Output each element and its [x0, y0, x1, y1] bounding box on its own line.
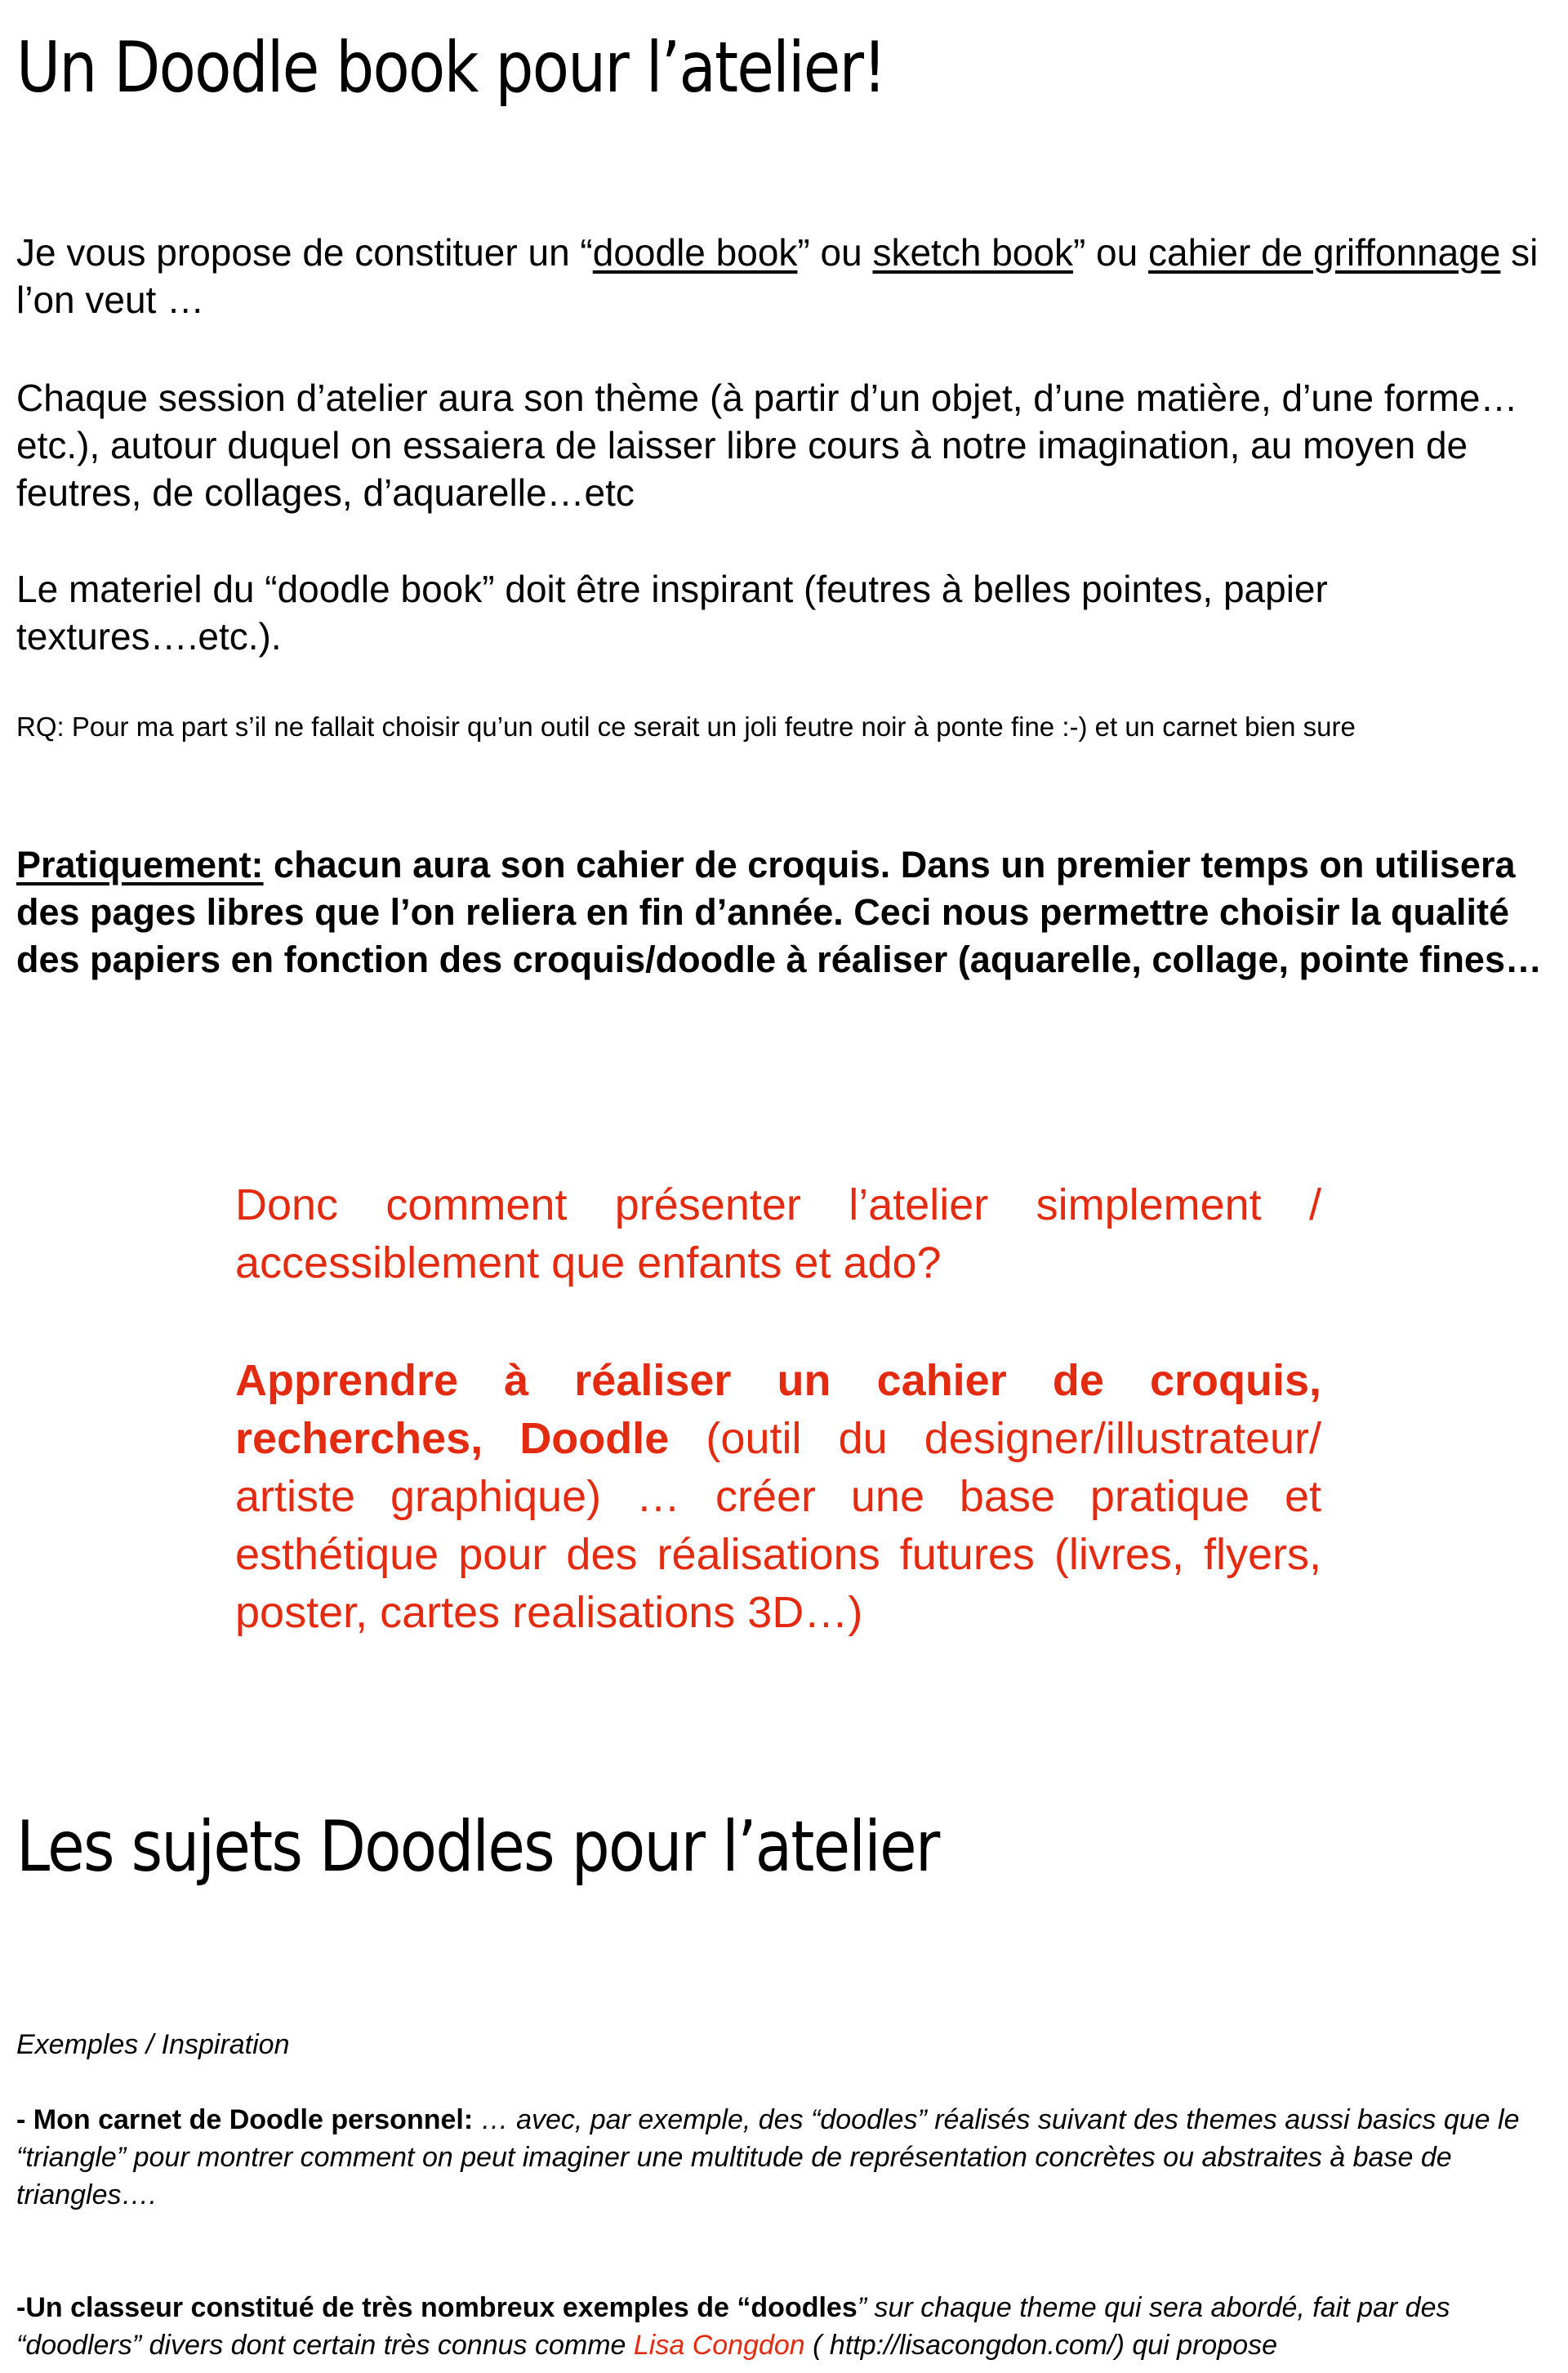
intro-text-1: Je vous propose de constituer un “ [16, 231, 593, 274]
doodle-book-term: doodle book [592, 231, 798, 274]
session-paragraph: Chaque session d’atelier aura son thème (à partir d’un objet, d’une matière, d’une forme…etc.), autour duquel on essaiera de laisser libre cours à notre imagination, au moyen de feutres, de collages, d’aquarelle…etc [16, 377, 1518, 514]
intro-text-4: si l’on veut … [16, 231, 1539, 321]
exemples-heading: Exemples / Inspiration [16, 2029, 290, 2060]
pratique-paragraph [16, 841, 1552, 984]
pratique-label: Pratiquement: [16, 844, 264, 885]
apprendre-bold: Apprendre à réaliser un cahier de croquis, recherches, Doodle [235, 1356, 1321, 1463]
intro-text-2: ” ou [797, 231, 873, 274]
section-title: Les sujets Doodles pour l’atelier [16, 1806, 939, 1888]
classeur-text-end: ( http://lisacongdon.com/) qui propose [804, 2330, 1278, 2361]
classeur-bold: -Un classeur constitué de très nombreux exemples de “doodles [16, 2292, 858, 2323]
classeur-paragraph [16, 2289, 1552, 2364]
question-paragraph: Donc comment présenter l’atelier simplement / accessiblement que enfants et ado? [235, 1180, 1321, 1287]
materiel-paragraph: Le materiel du “doodle book” doit être inspirant (feutres à belles pointes, papier textures….etc.). [16, 568, 1328, 658]
carnet-text: … avec, par exemple, des “doodles” réalisés suivant des themes aussi basics que le “triangle” pour montrer comment on peut imaginer une multitude de représentation concrètes ou abstraites à base de triangles…. [16, 2104, 1520, 2210]
sketch-book-term: sketch book [872, 231, 1073, 274]
intro-paragraph [16, 229, 1552, 323]
apprendre-text: (outil du designer/illustrateur/ artiste graphique) … créer une base pratique et esthétique pour des réalisations futures (livres, flyers, poster, cartes realisations 3D…) [235, 1414, 1322, 1637]
apprendre-paragraph [235, 1352, 1321, 1642]
carnet-paragraph [16, 2101, 1552, 2214]
rq-note: RQ: Pour ma part s’il ne fallait choisir qu’un outil ce serait un joli feutre noir à ponte fine :-) et un carnet bien sure [16, 711, 1356, 742]
classeur-text: ” sur chaque theme qui sera abordé, fait par des “doodlers” divers dont certain très connus comme [16, 2292, 1450, 2361]
pratique-text: chacun aura son cahier de croquis. Dans un premier temps on utilisera des pages libres que l’on reliera en fin d’année. Ceci nous permettre choisir la qualité des papiers en fonction des croquis/doodle à réaliser (aquarelle, collage, pointe fines… [16, 844, 1542, 980]
carnet-bold: - Mon carnet de Doodle personnel: [16, 2104, 474, 2135]
lisa-congdon-link[interactable]: Lisa Congdon [633, 2330, 805, 2361]
page-title: Un Doodle book pour l’atelier! [16, 27, 886, 109]
cahier-term: cahier de griffonnage [1148, 231, 1501, 274]
intro-text-3: ” ou [1072, 231, 1148, 274]
